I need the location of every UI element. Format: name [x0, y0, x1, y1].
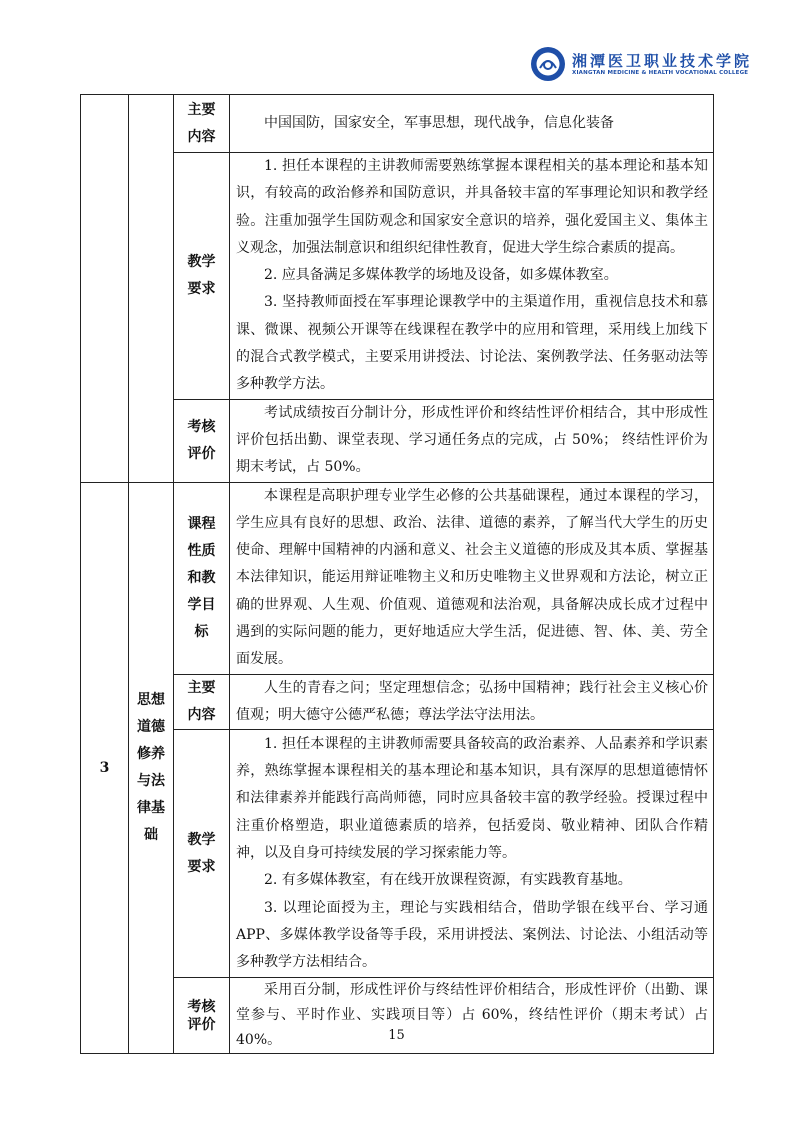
course-name: 思想道德修养与法律基础: [137, 691, 165, 843]
assessment: 考试成绩按百分制计分，形成性评价和终结性评价相结合，其中形成性评价包括出勤、课堂表现、学习通任务点的完成，占 50%； 终结性评价为期末考试，占 50%。: [230, 399, 714, 482]
college-emblem-icon: [530, 46, 566, 82]
row-label: 主要内容: [174, 95, 230, 153]
assessment: 采用百分制，形成性评价与终结性评价相结合，形成性评价（出勤、课堂参与、平时作业、实践项目等）占 60%，终结性评价（期末考试）占 40%。: [230, 978, 714, 1054]
table-row: [81, 674, 714, 730]
logo-chinese-name: 湘潭医卫职业技术学院: [572, 52, 753, 70]
course-name-cell: [129, 95, 174, 483]
page-number: 15: [388, 1028, 405, 1043]
main-content: 中国国防，国家安全，军事思想，现代战争，信息化装备: [230, 95, 714, 153]
table-row: [81, 153, 714, 400]
table-row: [81, 482, 714, 674]
logo-english-name: XIANGTAN MEDICINE & HEALTH VOCATIONAL COLLEGE: [572, 70, 749, 76]
main-content: 人生的青春之问；坚定理想信念；弘扬中国精神；践行社会主义核心价值观；明大德守公德严私德；尊法学法守法用法。: [230, 674, 714, 730]
row-label: 考核评价: [174, 978, 230, 1054]
row-label: 教学要求: [174, 730, 230, 978]
row-label: 主要内容: [174, 674, 230, 730]
table-row: [81, 730, 714, 978]
table-row: [81, 95, 714, 153]
row-label: 考核评价: [174, 399, 230, 482]
course-nature: 本课程是高职护理专业学生必修的公共基础课程，通过本课程的学习，学生应具有良好的思想、政治、法律、道德的素养，了解当代大学生的历史使命、理解中国精神的内涵和意义、社会主义道德的形成及其本质、掌握基本法律知识，能运用辩证唯物主义和历史唯物主义世界观和方法论，树立正确的世界观、人生观、价值观、道德观和法治观，具备解决成长成才过程中遇到的实际问题的能力，更好地适应大学生活，促进德、智、体、美、劳全面发展。: [230, 482, 714, 674]
course-table: [80, 94, 714, 1054]
course-name-cell: [129, 482, 174, 1054]
college-logo: [530, 46, 752, 82]
teaching-requirements: 1. 担任本课程的主讲教师需要具备较高的政治素养、人品素养和学识素养，熟练掌握本课程相关的基本理论和基本知识，具有深厚的思想道德情怀和法律素养并能践行高尚师德，同时应具备较丰富的教学经验。授课过程中注重价格塑造，职业道德素质的培养，包括爱岗、敬业精神、团队合作精神，以及自身可持续发展的学习探索能力等。 2. 有多媒体教室，有在线开放课程资源，有实践教育基地。 3. 以理论面授为主，理论与实践相结合，借助学银在线平台、学习通 APP、多媒体教学设备等手段，采用讲授法、案例法、讨论法、小组活动等多种教学方法相结合。: [230, 730, 714, 978]
course-number: 3: [81, 482, 129, 1054]
teaching-requirements: 1. 担任本课程的主讲教师需要熟练掌握本课程相关的基本理论和基本知识，有较高的政治修养和国防意识，并具备较丰富的军事理论知识和教学经验。注重加强学生国防观念和国家安全意识的培养，强化爱国主义、集体主义观念，加强法制意识和组织纪律性教育，促进大学生综合素质的提高。 2. 应具备满足多媒体教学的场地及设备，如多媒体教室。 3. 坚持教师面授在军事理论课教学中的主渠道作用，重视信息技术和慕课、微课、视频公开课等在线课程在教学中的应用和管理，采用线上加线下的混合式教学模式，主要采用讲授法、讨论法、案例教学法、任务驱动法等多种教学方法。: [230, 153, 714, 400]
table-row: [81, 399, 714, 482]
row-label: 课程性质和教学目标: [174, 482, 230, 674]
row-label: 教学要求: [174, 153, 230, 400]
course-number-cell: [81, 95, 129, 483]
